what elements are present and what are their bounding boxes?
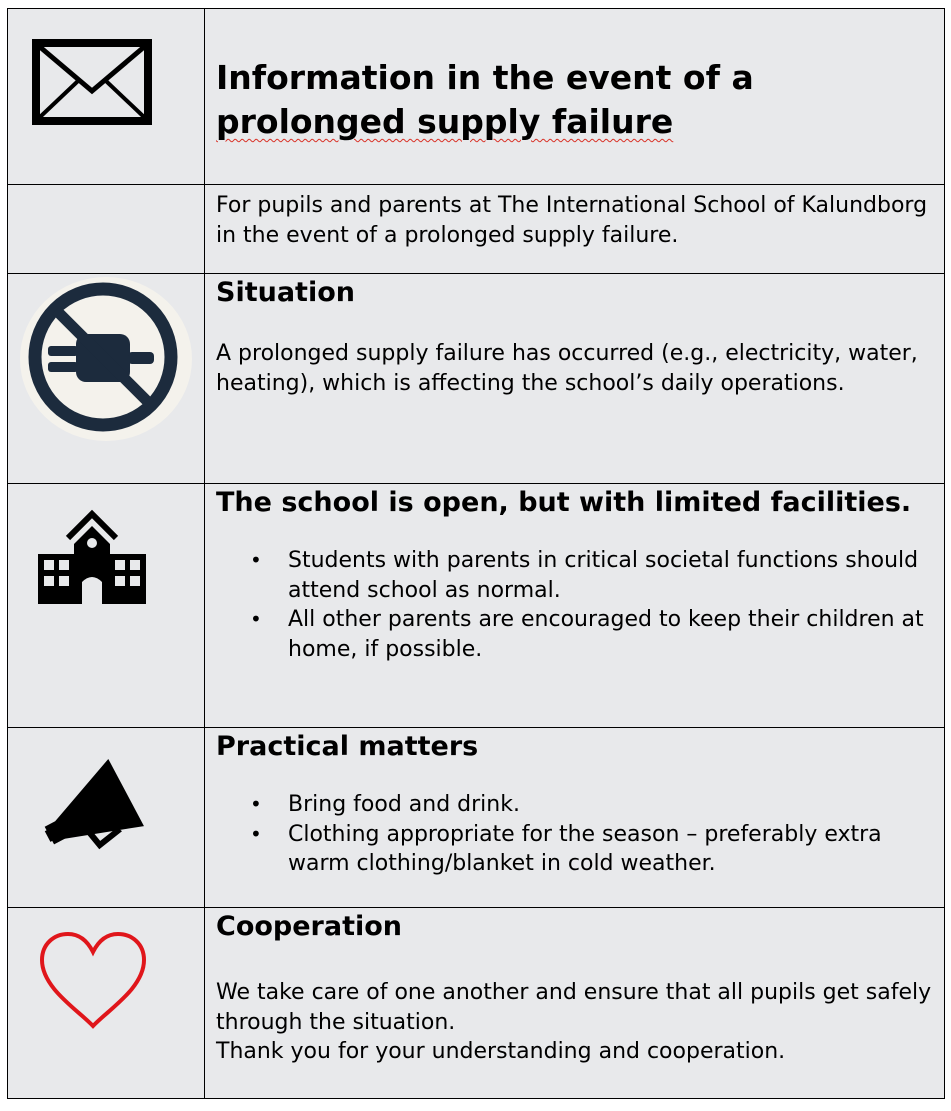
list-item: • All other parents are encouraged to keep their children at home, if possible.	[250, 607, 924, 662]
list-item: • Students with parents in critical societal functions should attend school as normal.	[250, 548, 919, 603]
practical-heading: Practical matters	[216, 731, 479, 762]
cooperation-heading: Cooperation	[216, 911, 403, 942]
heart-icon	[38, 930, 148, 1030]
cooperation-text-2: Thank you for your understanding and cooperation.	[216, 1039, 786, 1064]
cooperation-cell	[205, 908, 944, 1098]
situation-icon-cell	[8, 274, 205, 483]
title-cell	[205, 9, 944, 184]
no-power-plug-icon	[18, 276, 194, 442]
list-item: • Bring food and drink.	[250, 792, 520, 817]
practical-list	[216, 790, 934, 879]
info-document	[7, 8, 945, 1099]
envelope-icon	[32, 39, 152, 125]
cooperation-icon-cell	[8, 908, 205, 1098]
situation-heading: Situation	[216, 277, 355, 308]
practical-cell	[205, 728, 944, 907]
situation-text: A prolonged supply failure has occurred (e.g., electricity, water, heating), which is affecting the school’s daily operations.	[216, 341, 918, 396]
school-open-cell	[205, 484, 944, 727]
list-item: • Clothing appropriate for the season – preferably extra warm clothing/blanket in cold weather.	[250, 821, 882, 876]
situation-row	[7, 274, 945, 484]
title-line-1: Information in the event of a	[216, 58, 754, 97]
school-open-heading: The school is open, but with limited facilities.	[216, 487, 912, 518]
school-building-icon	[36, 508, 148, 604]
intro-row	[7, 185, 945, 274]
school-open-list	[216, 546, 934, 664]
cooperation-row	[7, 908, 945, 1099]
intro-icon-cell	[8, 185, 205, 273]
megaphone-icon	[32, 750, 154, 850]
page-title	[216, 56, 934, 144]
title-row	[7, 8, 945, 185]
title-icon-cell	[8, 9, 205, 184]
school-icon-cell	[8, 484, 205, 727]
intro-text: For pupils and parents at The International School of Kalundborg in the event of a prolonged supply failure.	[216, 193, 928, 248]
practical-row	[7, 728, 945, 908]
intro-cell	[205, 185, 944, 273]
practical-icon-cell	[8, 728, 205, 907]
situation-cell	[205, 274, 944, 483]
school-open-row	[7, 484, 945, 728]
cooperation-text-1: We take care of one another and ensure that all pupils get safely through the situation.	[216, 980, 932, 1035]
title-line-2: prolonged supply failure	[216, 102, 674, 141]
